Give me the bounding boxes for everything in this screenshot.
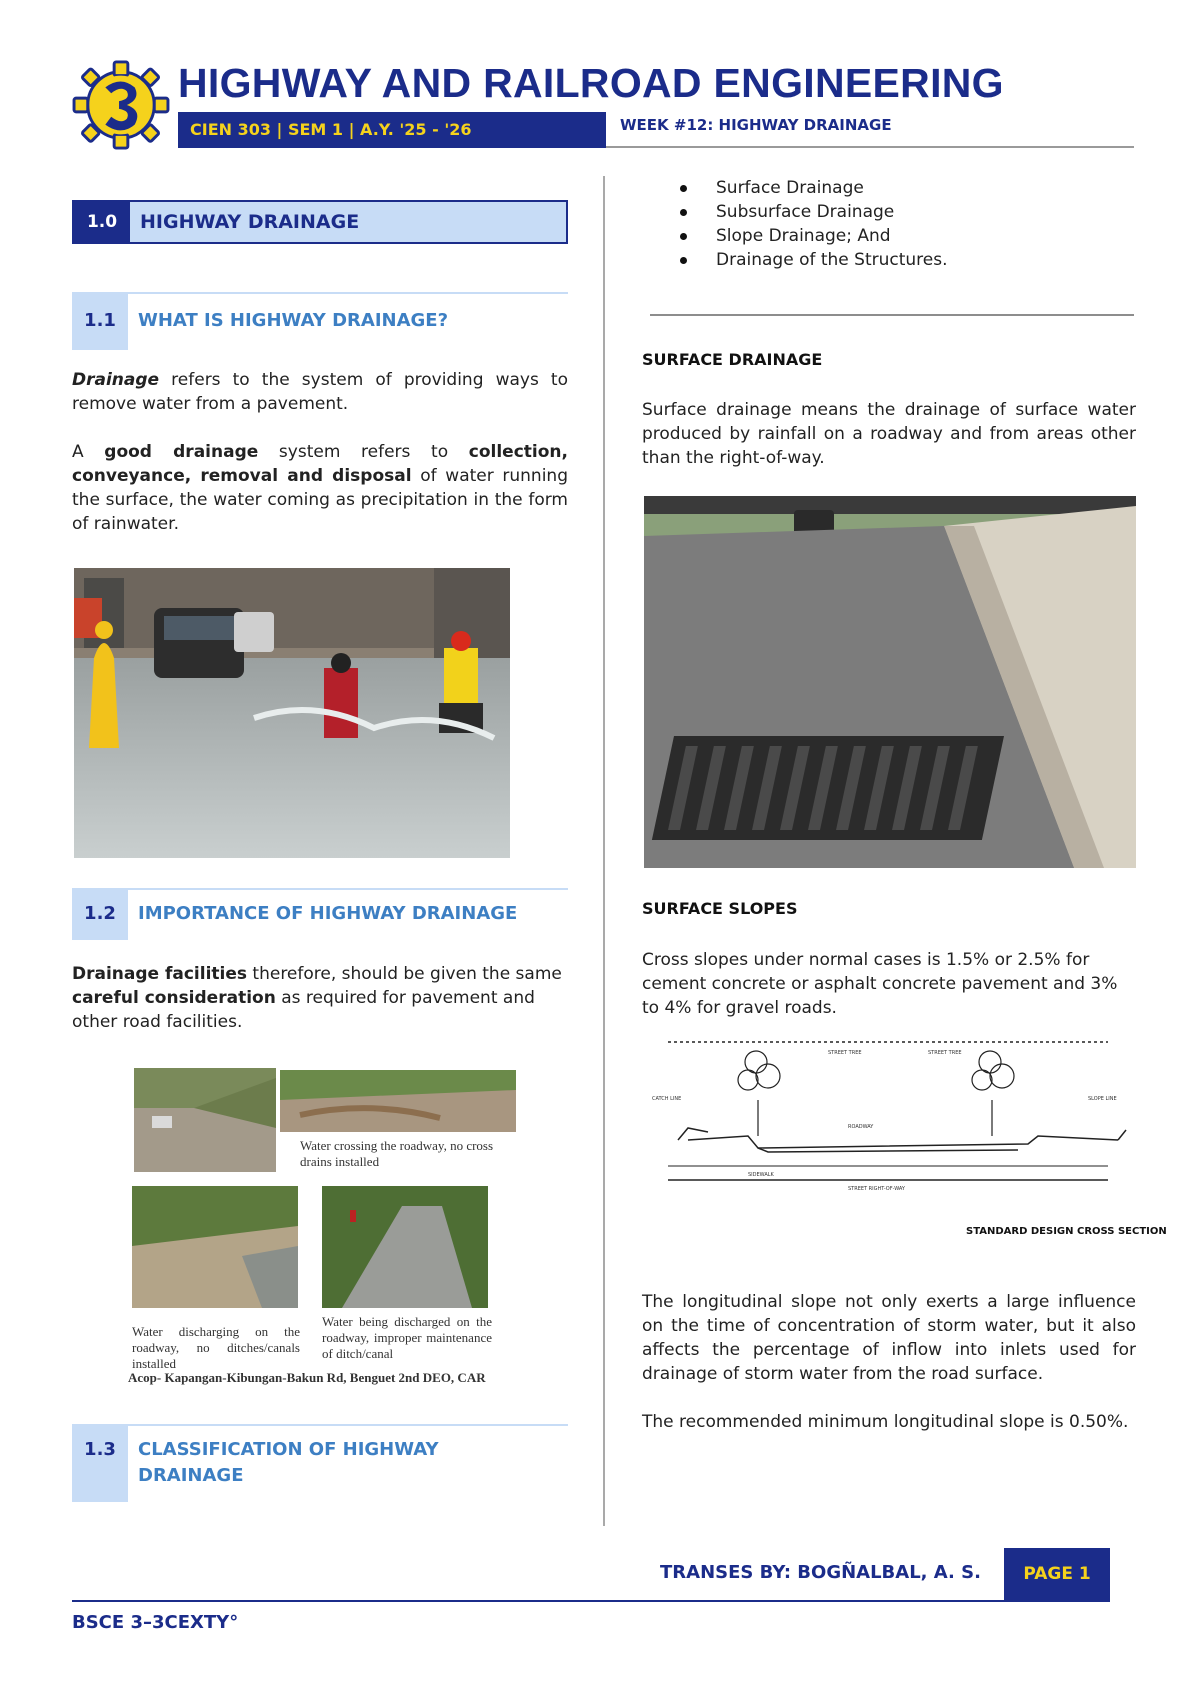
footer-credit: TRANSES BY: BOGÑALBAL, A. S. bbox=[660, 1562, 981, 1583]
classification-list bbox=[672, 176, 948, 272]
list-item: Drainage of the Structures. bbox=[672, 248, 948, 272]
column-divider bbox=[603, 176, 605, 1526]
section-number: 1.0 bbox=[74, 202, 130, 242]
page-number-badge: PAGE 1 bbox=[1004, 1548, 1110, 1600]
document-title: HIGHWAY AND RAILROAD ENGINEERING bbox=[178, 60, 1004, 106]
flooded-street-photo bbox=[74, 568, 510, 858]
list-item: Surface Drainage bbox=[672, 176, 948, 200]
list-item: Slope Drainage; And bbox=[672, 224, 948, 248]
collage-source: Acop- Kapangan-Kibungan-Bakun Rd, Benguet 2nd DEO, CAR bbox=[128, 1370, 486, 1385]
longitudinal-slope-text: The longitudinal slope not only exerts a large influence on the time of concentration of storm water, but it also affects the percentage of inflow into inlets used for drainage of storm water from the road surface. bbox=[642, 1292, 1136, 1384]
surface-slopes-heading: SURFACE SLOPES bbox=[642, 899, 798, 918]
section-divider bbox=[650, 314, 1134, 316]
storm-drain-grate-photo bbox=[644, 496, 1136, 868]
section-1-2-header bbox=[72, 888, 568, 940]
svg-text:STREET TREE: STREET TREE bbox=[928, 1050, 962, 1056]
collage-photo-4 bbox=[322, 1186, 488, 1308]
surface-drainage-text: Surface drainage means the drainage of surface water produced by rainfall on a roadway and from areas other than the right-of-way. bbox=[642, 400, 1136, 468]
svg-text:SLOPE LINE: SLOPE LINE bbox=[1088, 1096, 1117, 1102]
section-1-0-header bbox=[72, 200, 568, 244]
svg-text:STREET TREE: STREET TREE bbox=[828, 1050, 862, 1056]
section-title: IMPORTANCE OF HIGHWAY DRAINAGE bbox=[138, 903, 518, 924]
section-title: HIGHWAY DRAINAGE bbox=[140, 211, 360, 233]
svg-text:SIDEWALK: SIDEWALK bbox=[748, 1172, 774, 1178]
section-1-3-header bbox=[72, 1424, 568, 1502]
good-drainage-paragraph: A good drainage system refers to collection, conveyance, removal and disposal of water running the surface, the water coming as precipitation in the form of rainwater. bbox=[72, 442, 568, 534]
course-info-bar: CIEN 303 | SEM 1 | A.Y. '25 - '26 bbox=[178, 112, 606, 148]
svg-text:CATCH LINE: CATCH LINE bbox=[652, 1096, 682, 1102]
surface-drainage-heading: SURFACE DRAINAGE bbox=[642, 350, 823, 369]
footer-class-label: BSCE 3–3CEXTY° bbox=[72, 1612, 239, 1633]
svg-text:ROADWAY: ROADWAY bbox=[848, 1124, 874, 1130]
cross-slopes-text: Cross slopes under normal cases is 1.5% or 2.5% for cement concrete or asphalt concrete pavement and 3% to 4% for gravel roads. bbox=[642, 950, 1118, 1018]
collage-caption-1: Water crossing the roadway, no cross drains installed bbox=[300, 1138, 494, 1169]
drainage-definition: Drainage refers to the system of providing ways to remove water from a pavement. bbox=[72, 370, 568, 414]
section-1-1-header bbox=[72, 292, 568, 350]
section-number: 1.1 bbox=[72, 292, 128, 350]
section-number: 1.2 bbox=[72, 888, 128, 940]
collage-photo-1 bbox=[134, 1068, 276, 1172]
section-number: 1.3 bbox=[72, 1424, 128, 1502]
collage-caption-3: Water being discharged on the roadway, improper maintenance of ditch/canal bbox=[322, 1314, 492, 1361]
cross-section-diagram bbox=[648, 1040, 1136, 1212]
importance-paragraph: Drainage facilities therefore, should be given the same careful consideration as required for pavement and other road facilities. bbox=[72, 964, 562, 1032]
section-title: WHAT IS HIGHWAY DRAINAGE? bbox=[138, 310, 449, 331]
section-title: CLASSIFICATION OF HIGHWAY DRAINAGE bbox=[138, 1439, 439, 1486]
list-item: Subsurface Drainage bbox=[672, 200, 948, 224]
footer-divider bbox=[72, 1600, 1110, 1602]
diagram-title: STANDARD DESIGN CROSS SECTION bbox=[966, 1226, 1167, 1237]
collage-photo-3 bbox=[132, 1186, 298, 1308]
header-divider bbox=[606, 146, 1134, 148]
svg-text:STREET RIGHT-OF-WAY: STREET RIGHT-OF-WAY bbox=[848, 1186, 905, 1192]
minimum-slope-text: The recommended minimum longitudinal slope is 0.50%. bbox=[642, 1412, 1129, 1432]
week-label: WEEK #12: HIGHWAY DRAINAGE bbox=[620, 116, 892, 134]
collage-caption-2: Water discharging on the roadway, no ditches/canals installed bbox=[132, 1324, 300, 1371]
course-logo-icon bbox=[72, 60, 170, 150]
collage-photo-2 bbox=[280, 1070, 516, 1132]
